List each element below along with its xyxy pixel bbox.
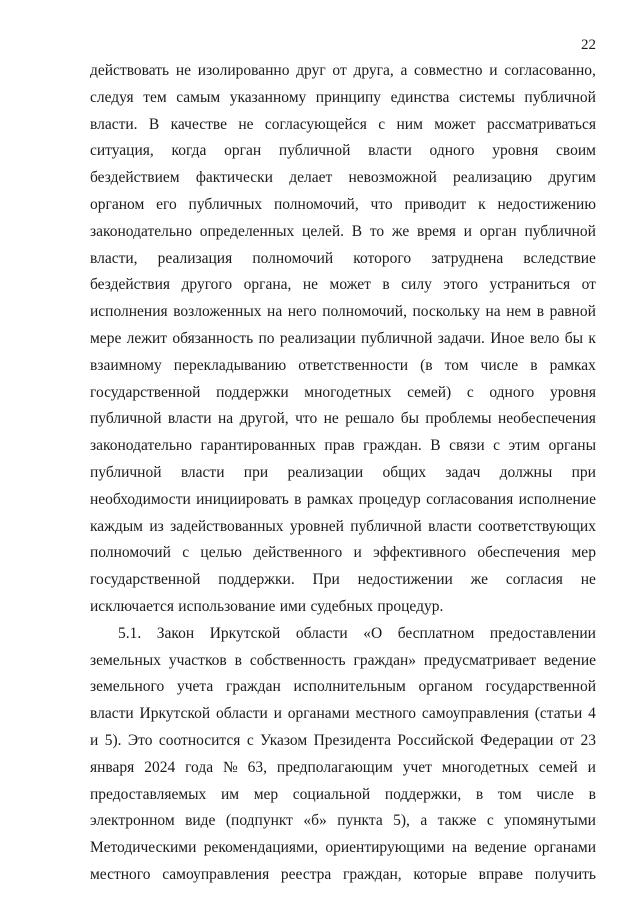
text-line: каждым из задействованных уровней публичной власти соответствующих: [90, 517, 596, 535]
body-text: [90, 58, 596, 889]
text-line: бездействия другого органа, не может в силу этого устраниться от: [90, 276, 596, 294]
text-line: ситуация, когда орган публичной власти одного уровня своим: [90, 142, 596, 160]
text-line: власти Иркутской области и органами местного самоуправления (статьи 4: [90, 705, 596, 723]
paragraph: [90, 621, 596, 889]
text-line: и 5). Это соотносится с Указом Президента Российской Федерации от 23: [90, 731, 596, 749]
text-line: следуя тем самым указанному принципу единства системы публичной: [90, 88, 596, 106]
text-line: власти, реализация полномочий которого затруднена вследствие: [90, 249, 596, 267]
text-line: публичной власти на другой, что не решало бы проблемы необеспечения: [90, 410, 596, 428]
text-line: публичной власти при реализации общих задач должны при: [90, 463, 596, 481]
text-line: земельных участков в собственность граждан» предусматривает ведение: [90, 651, 596, 669]
text-line: исключается использование ими судебных процедур.: [90, 597, 444, 615]
text-line: государственной поддержки. При недостижении же согласия не: [90, 571, 596, 589]
text-line: действовать не изолированно друг от друга, а совместно и согласованно,: [90, 62, 596, 79]
text-line: земельного учета граждан исполнительным органом государственной: [90, 678, 596, 696]
text-line: законодательно гарантированных прав граждан. В связи с этим органы: [90, 437, 596, 455]
text-line: Методическими рекомендациями, ориентирующими на ведение органами: [90, 839, 596, 857]
text-line: органом его публичных полномочий, что приводит к недостижению: [90, 195, 596, 213]
text-line: власти. В качестве не согласующейся с ним может рассматриваться: [90, 115, 596, 133]
page-number: 22: [581, 37, 596, 53]
text-line: законодательно определенных целей. В то же время и орган публичной: [90, 222, 596, 240]
text-line: полномочий с целью действенного и эффективного обеспечения мер: [90, 544, 596, 562]
text-line: предоставляемых им мер социальной поддержки, в том числе в: [90, 785, 596, 803]
text-line: электронном виде (подпункт «б» пункта 5), а также с упомянутыми: [90, 812, 596, 830]
text-line: взаимному перекладыванию ответственности (в том числе в рамках: [90, 356, 596, 374]
text-line: бездействием фактически делает невозможной реализацию другим: [90, 169, 596, 187]
text-line: исполнения возложенных на него полномочий, поскольку на нем в равной: [90, 303, 596, 321]
text-line: государственной поддержки многодетных семей) с одного уровня: [90, 383, 596, 401]
text-line: января 2024 года № 63, предполагающим учет многодетных семей и: [90, 758, 596, 776]
text-line: местного самоуправления реестра граждан, которые вправе получить: [90, 865, 596, 883]
text-line: 5.1. Закон Иркутской области «О бесплатном предоставлении: [118, 624, 596, 642]
text-line: мере лежит обязанность по реализации публичной задачи. Иное вело бы к: [90, 329, 596, 347]
text-line: необходимости инициировать в рамках процедур согласования исполнение: [90, 490, 596, 508]
paragraph: [90, 58, 596, 621]
